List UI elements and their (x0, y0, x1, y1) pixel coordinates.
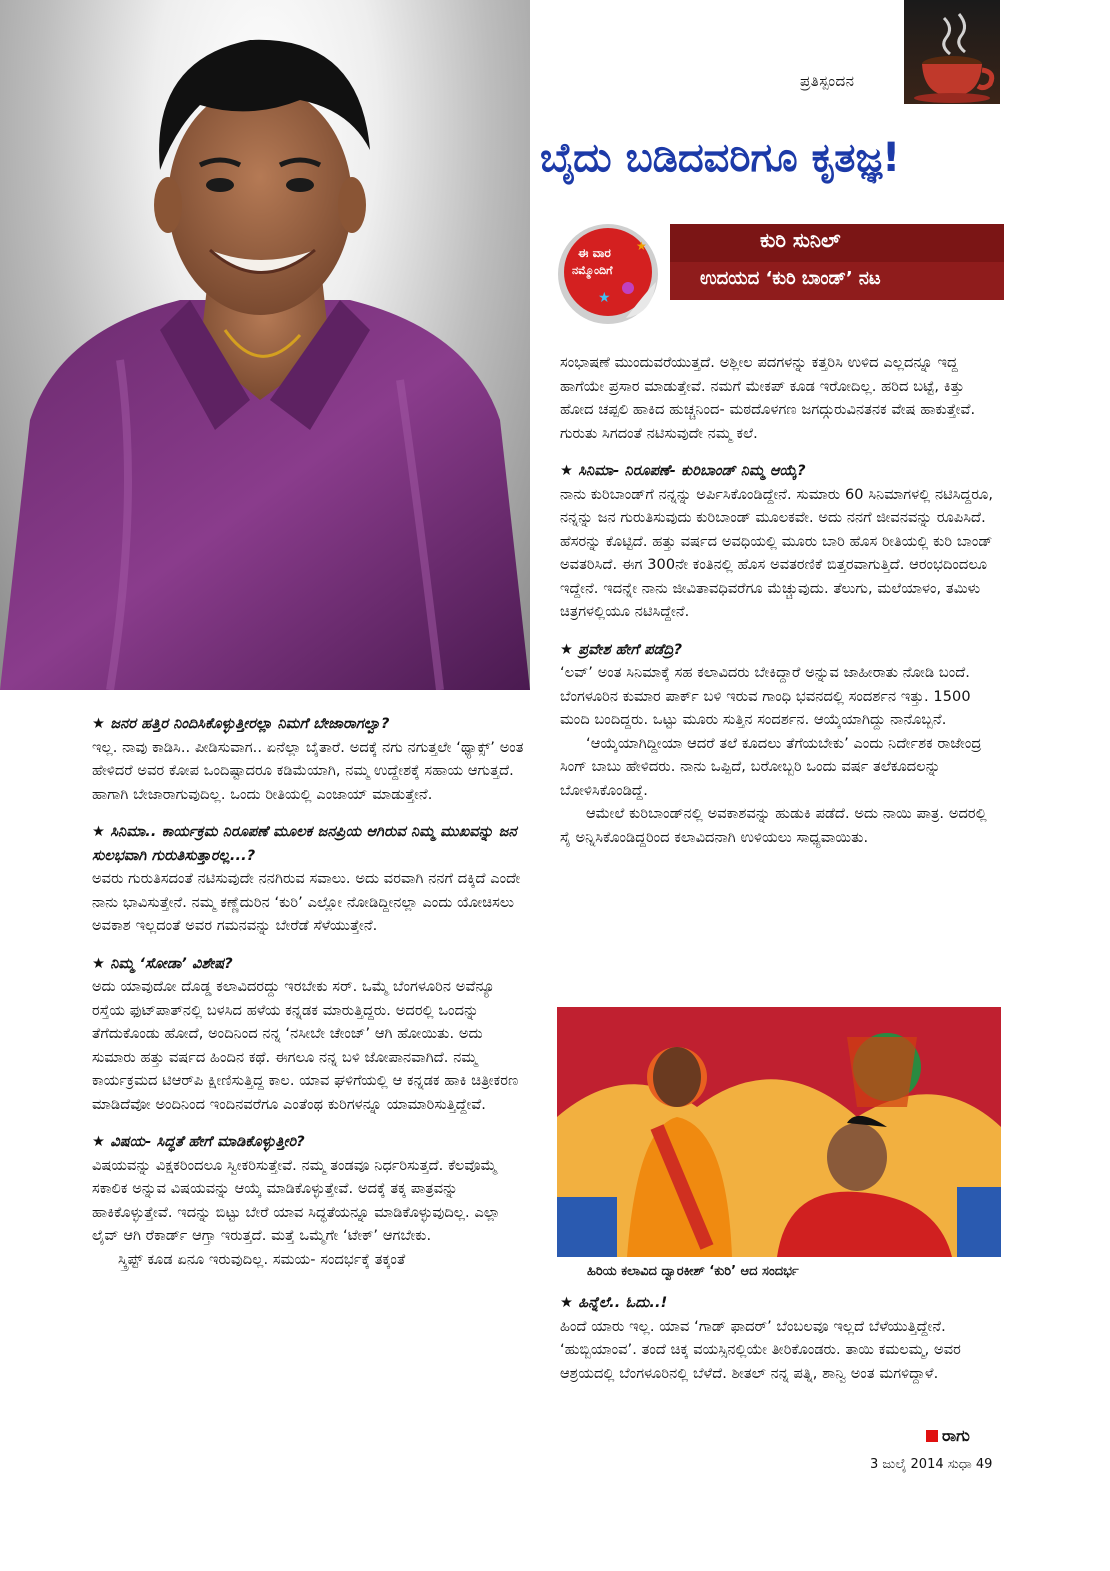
svg-text:★: ★ (636, 239, 647, 253)
left-column (92, 713, 524, 1272)
byline: ರಾಗು (942, 1426, 970, 1445)
question: ★ ಜನರ ಹತ್ತಿರ ನಿಂದಿಸಿಕೊಳ್ಳುತ್ತೀರಲ್ಲಾ ನಿಮಗೆ ಬೇಜಾರಾಗಲ್ವಾ? (92, 716, 390, 732)
question: ★ ಸಿನಿಮಾ.. ಕಾರ್ಯಕ್ರಮ ನಿರೂಪಣೆ ಮೂಲಕ ಜನಪ್ರಿಯ ಆಗಿರುವ ನಿಮ್ಮ ಮುಖವನ್ನು ಜನ ಸುಲಭವಾಗಿ ಗುರುತಿಸುತ್ತಾರಲ್ಲ...? (92, 824, 517, 864)
event-photo (557, 1007, 1001, 1257)
answer: ವಿಷಯವನ್ನು ವಿಕ್ಷಕರಿಂದಲೂ ಸ್ವೀಕರಿಸುತ್ತೇವೆ. ನಮ್ಮ ತಂಡವೂ ನಿರ್ಧರಿಸುತ್ತದೆ. ಕೆಲವೊಮ್ಮೆ ಸಕಾಲಿಕ ಅನ್ನುವ ವಿಷಯವನ್ನು ಆಯ್ಕೆ ಮಾಡಿಕೊಳ್ಳುತ್ತೇವೆ. ಅದಕ್ಕೆ ತಕ್ಕ ಪಾತ್ರವನ್ನು ಹಾಕಿಕೊಳ್ಳುತ್ತೇವೆ. ಇದನ್ನು ಬಿಟ್ಟು ಬೇರೆ ಯಾವ ಸಿದ್ಧತೆಯನ್ನೂ ಮಾಡಿಕೊಳ್ಳುವುದಿಲ್ಲ. ಎಲ್ಲಾ ಲೈವ್ ಆಗಿ ರೆಕಾರ್ಡ್ ಆಗ್ತಾ ಇರುತ್ತದೆ. ಮತ್ತೆ ಒಮ್ಮೆಗೇ ‘ಟೇಕ್’ ಆಗಬೇಕು. (92, 1157, 501, 1244)
answer: ಹಿಂದೆ ಯಾರು ಇಲ್ಲ. ಯಾವ ‘ಗಾಡ್ ಫಾದರ್’ ಬೆಂಬಲವೂ ಇಲ್ಲದೆ ಬೆಳೆಯುತ್ತಿದ್ದೇನೆ. ‘ಹುಬ್ಬಿಯಾಂವ’. ತಂದೆ ಚಿಕ್ಕ ವಯಸ್ಸಿನಲ್ಲಿಯೇ ತೀರಿಕೊಂಡರು. ತಾಯಿ ಕಮಲಮ್ಮ, ಅವರ ಆಶ್ರಯದಲ್ಲಿ ಬೆಂಗಳೂರಿನಲ್ಲಿ ಬೆಳೆದೆ. ಶೀತಲ್ ನನ್ನ ಪತ್ನಿ, ಶಾನ್ವಿ ಅಂತ ಮಗಳಿದ್ದಾಳೆ. (560, 1318, 961, 1382)
badge-line-1: ಈ ವಾರ (578, 246, 611, 260)
question: ★ ಸಿನಿಮಾ- ನಿರೂಪಣೆ- ಕುರಿಬಾಂಡ್ ನಿಮ್ಮ ಆಯ್ಕೆ? (560, 463, 806, 479)
question: ★ ಪ್ರವೇಶ ಹೇಗೆ ಪಡೆದ್ರಿ? (560, 641, 683, 658)
answer: ಅದು ಯಾವುದೋ ದೊಡ್ಡ ಕಲಾವಿದರದ್ದು ಇರಬೇಕು ಸರ್. ಒಮ್ಮೆ ಬೆಂಗಳೂರಿನ ಅವೆನ್ಯೂ ರಸ್ತೆಯ ಫುಟ್‌ಪಾತ್‌ನಲ್ಲಿ ಬಳಸಿದ ಹಳೆಯ ಕನ್ನಡಕ ಮಾರುತ್ತಿದ್ದರು. ಅದರಲ್ಲಿ ಒಂದನ್ನು ತೆಗೆದುಕೊಂಡು ಹೋದೆ, ಅಂದಿನಿಂದ ನನ್ನ ‘ನಸೀಬೇ ಚೇಂಜ್’ ಆಗಿ ಹೋಯಿತು. ಅದು ಸುಮಾರು ಹತ್ತು ವರ್ಷದ ಹಿಂದಿನ ಕಥೆ. ಈಗಲೂ ನನ್ನ ಬಳಿ ಜೋಪಾನವಾಗಿದೆ. ನಮ್ಮ ಕಾರ್ಯಕ್ರಮದ ಟಿಆರ್‌ಪಿ ಕ್ಷೀಣಿಸುತ್ತಿದ್ದ ಕಾಲ. ಯಾವ ಘಳಿಗೆಯಲ್ಲಿ ಆ ಕನ್ನಡಕ ಹಾಕಿ ಚಿತ್ರೀಕರಣ ಮಾಡಿದೆವೋ ಅಂದಿನಿಂದ ಇಂದಿನವರೆಗೂ ಎಂತೆಂಥ ಕುರಿಗಳನ್ನೂ ಯಾಮಾರಿಸುತ್ತಿದ್ದೇವೆ. (92, 979, 519, 1113)
section-label: ಪ್ರತಿಸ್ಪಂದನ (800, 72, 855, 90)
author-role: ಉದಯದ ‘ಕುರಿ ಬಾಂಡ್’ ನಟ (700, 268, 881, 289)
question: ★ ನಿಮ್ಮ ‘ಸೋಡಾ’ ವಿಶೇಷ? (92, 955, 233, 972)
answer: ಇಲ್ಲ. ನಾವು ಕಾಡಿಸಿ.. ಪೀಡಿಸುವಾಗ.. ಏನೆಲ್ಲಾ ಬೈತಾರೆ. ಅದಕ್ಕೆ ನಗು ನಗುತ್ತಲೇ ‘ಥ್ಯಾಕ್ಸ್’ ಅಂತ ಹೇಳಿದರೆ ಅವರ ಕೋಪ ಒಂದಿಷ್ಟಾದರೂ ಕಡಿಮೆಯಾಗಿ, ನಮ್ಮ ಉದ್ದೇಶಕ್ಕೆ ಸಹಾಯ ಆಗುತ್ತದೆ. ಹಾಗಾಗಿ ಬೇಜಾರಾಗುವುದಿಲ್ಲ. ಒಂದು ರೀತಿಯಲ್ಲಿ ಎಂಜಾಯ್ ಮಾಡುತ್ತೇನೆ. (92, 739, 524, 803)
answer-continued: ಆಮೇಲೆ ಕುರಿಬಾಂಡ್‌ನಲ್ಲಿ ಅವಕಾಶವನ್ನು ಹುಡುಕಿ ಪಡೆದೆ. ಅದು ನಾಯಿ ಪಾತ್ರ. ಅದರಲ್ಲಿ ಸೈ ಅನ್ನಿಸಿಕೊಂಡಿದ್ದರಿಂದ ಕಲಾವಿದನಾಗಿ ಉಳಿಯಲು ಸಾಧ್ಯವಾಯಿತು. (560, 806, 987, 846)
question: ★ ವಿಷಯ- ಸಿದ್ಧತೆ ಹೇಗೆ ಮಾಡಿಕೊಳ್ಳುತ್ತೀರಿ? (92, 1134, 305, 1150)
answer-continued: ಸ್ಕ್ರಿಪ್ಟ್ ಕೂಡ ಏನೂ ಇರುವುದಿಲ್ಲ. ಸಮಯ- ಸಂದರ್ಭಕ್ಕೆ ತಕ್ಕಂತೆ (118, 1251, 406, 1268)
svg-text:★: ★ (598, 290, 611, 306)
question: ★ ಹಿನ್ನೆಲೆ.. ಓದು..! (560, 1295, 668, 1311)
coffee-cup-icon (904, 0, 1000, 104)
right-column-bottom (560, 1292, 1002, 1386)
byline-marker (926, 1430, 938, 1442)
right-column-top (560, 352, 1002, 850)
author-name: ಕುರಿ ಸುನಿಲ್ (760, 228, 841, 252)
page-footer: 3 ಜುಲೈ 2014 ಸುಧಾ 49 (870, 1457, 993, 1472)
photo-caption: ಹಿರಿಯ ಕಲಾವಿದ ದ್ವಾರಕೀಶ್ ‘ಕುರಿ’ ಆದ ಸಂದರ್ಭ (587, 1264, 799, 1279)
badge-line-2: ನಮ್ಮೊಂದಿಗೆ (572, 264, 613, 277)
headline: ಬೈದು ಬಡಿದವರಿಗೂ ಕೃತಜ್ಞ! (540, 135, 901, 181)
answer-continued: ‘ಆಯ್ಕೆಯಾಗಿದ್ದೀಯಾ ಆದರೆ ತಲೆ ಕೂದಲು ತೆಗೆಯಬೇಕು’ ಎಂದು ನಿರ್ದೇಶಕ ರಾಜೇಂದ್ರ ಸಿಂಗ್ ಬಾಬು ಹೇಳಿದರು. ನಾನು ಒಪ್ಪಿದೆ, ಬರೋಬ್ಬರಿ ಒಂದು ವರ್ಷ ತಲೆಕೂದಲನ್ನು ಬೋಳಿಸಿಕೊಂಡಿದ್ದೆ. (560, 735, 982, 799)
intro-paragraph: ಸಂಭಾಷಣೆ ಮುಂದುವರೆಯುತ್ತದೆ. ಅಶ್ಲೀಲ ಪದಗಳನ್ನು ಕತ್ತರಿಸಿ ಉಳಿದ ಎಲ್ಲದನ್ನೂ ಇದ್ದ ಹಾಗೆಯೇ ಪ್ರಸಾರ ಮಾಡುತ್ತೇವೆ. ನಮಗೆ ಮೇಕಪ್ ಕೂಡ ಇರೋದಿಲ್ಲ. ಹರಿದ ಬಟ್ಟೆ, ಕಿತ್ತು ಹೋದ ಚಪ್ಪಲಿ ಹಾಕಿದ ಹುಚ್ಚನಿಂದ- ಮಠದೊಳಗಣ ಜಗದ್ಗುರುವಿನತನಕ ವೇಷ ಹಾಕುತ್ತೇವೆ. ಗುರುತು ಸಿಗದಂತೆ ನಟಿಸುವುದೇ ನಮ್ಮ ಕಲೆ. (560, 355, 976, 442)
answer: ‘ಲವ್’ ಅಂತ ಸಿನಿಮಾಕ್ಕೆ ಸಹ ಕಲಾವಿದರು ಬೇಕಿದ್ದಾರೆ ಅನ್ನುವ ಜಾಹೀರಾತು ನೋಡಿ ಬಂದೆ. ಬೆಂಗಳೂರಿನ ಕುಮಾರ ಪಾರ್ಕ್ ಬಳಿ ಇರುವ ಗಾಂಧಿ ಭವನದಲ್ಲಿ ಸಂದರ್ಶನ ಇತ್ತು. 1500 ಮಂದಿ ಬಂದಿದ್ದರು. ಒಟ್ಟು ಮೂರು ಸುತ್ತಿನ ಸಂದರ್ಶನ. ಆಯ್ಕೆಯಾಗಿದ್ದು ನಾನೊಬ್ಬನೆ. (560, 665, 971, 728)
portrait-photo (0, 0, 530, 690)
answer: ನಾನು ಕುರಿಬಾಂಡ್‌ಗೆ ನನ್ನನ್ನು ಅರ್ಪಿಸಿಕೊಂಡಿದ್ದೇನೆ. ಸುಮಾರು 60 ಸಿನಿಮಾಗಳಲ್ಲಿ ನಟಿಸಿದ್ದರೂ, ನನ್ನನ್ನು ಜನ ಗುರುತಿಸುವುದು ಕುರಿಬಾಂಡ್ ಮೂಲಕವೇ. ಅದು ನನಗೆ ಜೀವನವನ್ನು ರೂಪಿಸಿದೆ. ಹೆಸರನ್ನು ಕೊಟ್ಟಿದೆ. ಹತ್ತು ವರ್ಷದ ಅವಧಿಯಲ್ಲಿ ಮೂರು ಬಾರಿ ಹೊಸ ರೀತಿಯಲ್ಲಿ ಕುರಿ ಬಾಂಡ್ ಅವತರಿಸಿದೆ. ಈಗ 300ನೇ ಕಂತಿನಲ್ಲಿ ಹೊಸ ಅವತರಣಿಕೆ ಬಿತ್ತರವಾಗುತ್ತಿದೆ. ಆರಂಭದಿಂದಲೂ ಇದ್ದೇನೆ. ಇದನ್ನೇ ನಾನು ಜೀವಿತಾವಧಿವರೆಗೂ ಮೆಚ್ಚುವುದು. ತೆಲುಗು, ಮಲೆಯಾಳಂ, ತಮಿಳು ಚಿತ್ರಗಳಲ್ಲಿಯೂ ನಟಿಸಿದ್ದೇನೆ. (560, 486, 994, 620)
answer: ಅವರು ಗುರುತಿಸದಂತೆ ನಟಿಸುವುದೇ ನನಗಿರುವ ಸವಾಲು. ಅದು ವರವಾಗಿ ನನಗೆ ದಕ್ಕಿದೆ ಎಂದೇ ನಾನು ಭಾವಿಸುತ್ತೇನೆ. ನಮ್ಮ ಕಣ್ಣೆದುರಿನ ‘ಕುರಿ’ ಎಲ್ಲೋ ನೋಡಿದ್ದೀನಲ್ಲಾ ಎಂದು ಯೋಚಿಸಲು ಅವಕಾಶ ಇಲ್ಲದಂತೆ ಅವರ ಗಮನವನ್ನು ಬೇರೆಡೆ ಸೆಳೆಯುತ್ತೇನೆ. (92, 871, 521, 934)
